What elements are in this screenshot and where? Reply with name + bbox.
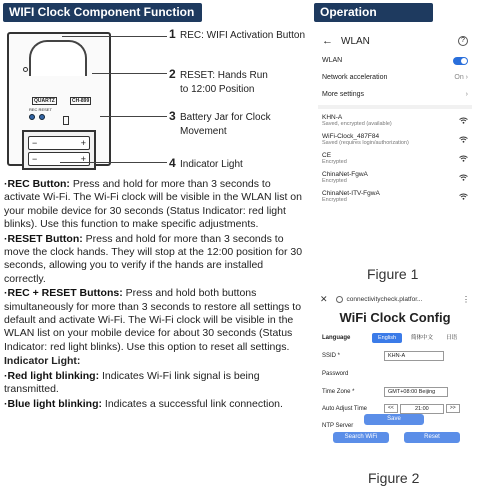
reset-button[interactable]: Reset	[404, 432, 460, 443]
figure-1-caption: Figure 1	[367, 266, 419, 282]
password-row	[322, 368, 384, 379]
leader-line-2	[92, 73, 167, 74]
save-button[interactable]: Save	[364, 414, 424, 425]
blue-description	[4, 398, 304, 411]
network-name: ChinaNet-ITV-FgwA	[322, 190, 380, 197]
button-label-text: REC RESET	[29, 107, 52, 112]
wlan-toggle-row[interactable]	[318, 52, 472, 69]
red-title: ·Red light blinking:	[4, 369, 100, 382]
url-text[interactable]: connectivitycheck.platfor...	[346, 295, 423, 303]
language-label: Language	[322, 334, 351, 341]
wifi-signal-icon	[459, 174, 468, 181]
clock-device-illustration	[7, 32, 111, 166]
wlan-label: WLAN	[322, 57, 343, 64]
lang-japanese-button[interactable]: 日语	[446, 334, 458, 341]
auto-adjust-label: Auto Adjust Time	[322, 405, 368, 412]
network-name: WiFi-Clock_487F84	[322, 133, 380, 140]
both-title: ·REC + RESET Buttons:	[4, 287, 123, 300]
network-status: Encrypted	[322, 159, 347, 165]
network-item[interactable]	[318, 187, 472, 206]
both-description	[4, 287, 304, 354]
indicator-title: Indicator Light:	[4, 355, 81, 368]
more-settings-row[interactable]	[318, 86, 472, 103]
network-item[interactable]	[318, 168, 472, 187]
ssid-select[interactable]: KHN-A	[384, 351, 444, 361]
callout-text-3: Battery Jar for Clock Movement	[180, 112, 271, 137]
section-divider	[318, 105, 472, 109]
adjust-time-input[interactable]: 21:00	[400, 404, 444, 414]
site-info-icon[interactable]	[336, 296, 343, 303]
rec-body: Press and hold for more than 3 seconds to activate Wi-Fi. The Wi-Fi clock will be visible in the WLAN list on your mobile device for 30 seconds (Status Indicator: red light blinks). Use this function to make specific adjustments.	[4, 178, 302, 231]
network-acceleration-value: On ›	[454, 74, 468, 81]
battery	[28, 136, 90, 150]
button-descriptions	[4, 178, 304, 412]
reset-title: ·RESET Button:	[4, 232, 83, 245]
network-status: Encrypted	[322, 178, 347, 184]
network-acceleration-row[interactable]	[318, 69, 472, 86]
config-title: WiFi Clock Config	[339, 310, 451, 325]
callout-number-4: 4	[169, 156, 176, 170]
wlan-toggle[interactable]	[453, 57, 468, 65]
red-description	[4, 370, 304, 397]
network-info	[322, 114, 392, 127]
back-arrow-icon[interactable]: ←	[322, 35, 333, 47]
network-status: Saved (requires login/authorization)	[322, 140, 409, 146]
figure-2-caption: Figure 2	[368, 470, 420, 486]
network-acceleration-label: Network acceleration	[322, 74, 388, 81]
browser-url-bar	[316, 292, 474, 306]
model-label: CH-899	[72, 98, 90, 104]
reset-description	[4, 233, 304, 287]
indicator-light-illustration	[63, 116, 69, 125]
battery-jar	[22, 130, 96, 170]
leader-line-4	[60, 162, 167, 163]
leader-line-1	[62, 36, 167, 37]
adjust-prev-button[interactable]: <<	[384, 404, 398, 413]
timezone-row	[322, 386, 448, 397]
wifi-config-screen	[316, 292, 474, 450]
component-function-header: WIFI Clock Component Function	[3, 3, 202, 22]
rec-description	[4, 178, 304, 232]
wlan-top-bar	[318, 30, 472, 52]
ntp-label: NTP Server	[322, 422, 354, 429]
operation-interface-header: Operation	[314, 3, 433, 22]
wifi-signal-icon	[459, 193, 468, 200]
adjust-next-button[interactable]: >>	[446, 404, 460, 413]
network-item[interactable]	[318, 111, 472, 130]
reset-button-illustration	[39, 114, 45, 120]
wlan-title: WLAN	[341, 35, 370, 47]
network-name: CE	[322, 152, 332, 159]
network-info	[322, 152, 347, 165]
help-icon[interactable]: ?	[458, 36, 468, 46]
callout-number-1: 1	[169, 27, 176, 41]
network-name: ChinaNet-FgwA	[322, 171, 368, 178]
menu-icon[interactable]: ⋮	[462, 294, 470, 304]
wifi-signal-icon	[459, 155, 468, 162]
ssid-row	[322, 350, 444, 361]
blue-title: ·Blue light blinking:	[4, 397, 102, 410]
network-list	[318, 111, 472, 206]
close-icon[interactable]: ✕	[320, 293, 328, 304]
chevron-right-icon: ›	[465, 91, 468, 98]
hanger-pin	[23, 67, 28, 72]
rec-title: ·REC Button:	[4, 178, 70, 190]
callout-text-4: Indicator Light	[180, 159, 243, 170]
ssid-label: SSID *	[322, 352, 341, 359]
wifi-signal-icon	[459, 136, 468, 143]
lang-chinese-button[interactable]: 简体中文	[411, 334, 434, 341]
red-body: Indicates Wi-Fi link signal is being transmitted.	[4, 369, 260, 396]
blue-body: Indicates a successful link connection.	[102, 397, 283, 410]
timezone-label: Time Zone *	[322, 388, 355, 395]
network-item[interactable]	[318, 130, 472, 149]
network-info	[322, 133, 409, 146]
network-status: Encrypted	[322, 197, 347, 203]
rec-button-illustration	[29, 114, 35, 120]
reset-body: Press and hold for more than 3 seconds to move the clock hands. They will stop at the 12:00 position for 30 seconds, allowing you to verify if the hands are installed correctly.	[4, 232, 303, 285]
language-row	[322, 332, 466, 343]
network-item[interactable]	[318, 149, 472, 168]
more-settings-label: More settings	[322, 91, 365, 98]
wlan-screen	[318, 30, 472, 218]
quartz-label: QUARTZ	[34, 98, 55, 104]
callout-number-2: 2	[169, 67, 176, 81]
battery	[28, 152, 90, 166]
both-body: Press and hold both buttons simultaneously for more than 3 seconds to restore all settings to default and activate Wi-Fi. The Wi-Fi clock will be visible in the WLAN list on your mobile device for about 30 seconds (Status Indicator: red light blinks). Use this option to reset all settings.	[4, 287, 302, 353]
lang-english-button[interactable]: English	[372, 333, 402, 343]
timezone-select[interactable]: GMT+08:00 Beijing	[384, 387, 448, 397]
leader-line-3	[100, 116, 167, 117]
callout-number-3: 3	[169, 109, 176, 123]
auto-adjust-row	[322, 403, 462, 414]
network-info	[322, 171, 368, 184]
password-label: Password	[322, 370, 349, 377]
callout-text-1: REC: WIFI Activation Button	[180, 30, 306, 41]
network-name: KHN-A	[322, 114, 343, 121]
network-info	[322, 190, 380, 203]
clock-movement-opening	[29, 40, 87, 76]
callout-text-2: RESET: Hands Run to 12:00 Position	[180, 70, 268, 95]
network-status: Saved, encrypted (available)	[322, 121, 392, 127]
wifi-signal-icon	[459, 117, 468, 124]
search-wifi-button[interactable]: Search WiFi	[333, 432, 389, 443]
